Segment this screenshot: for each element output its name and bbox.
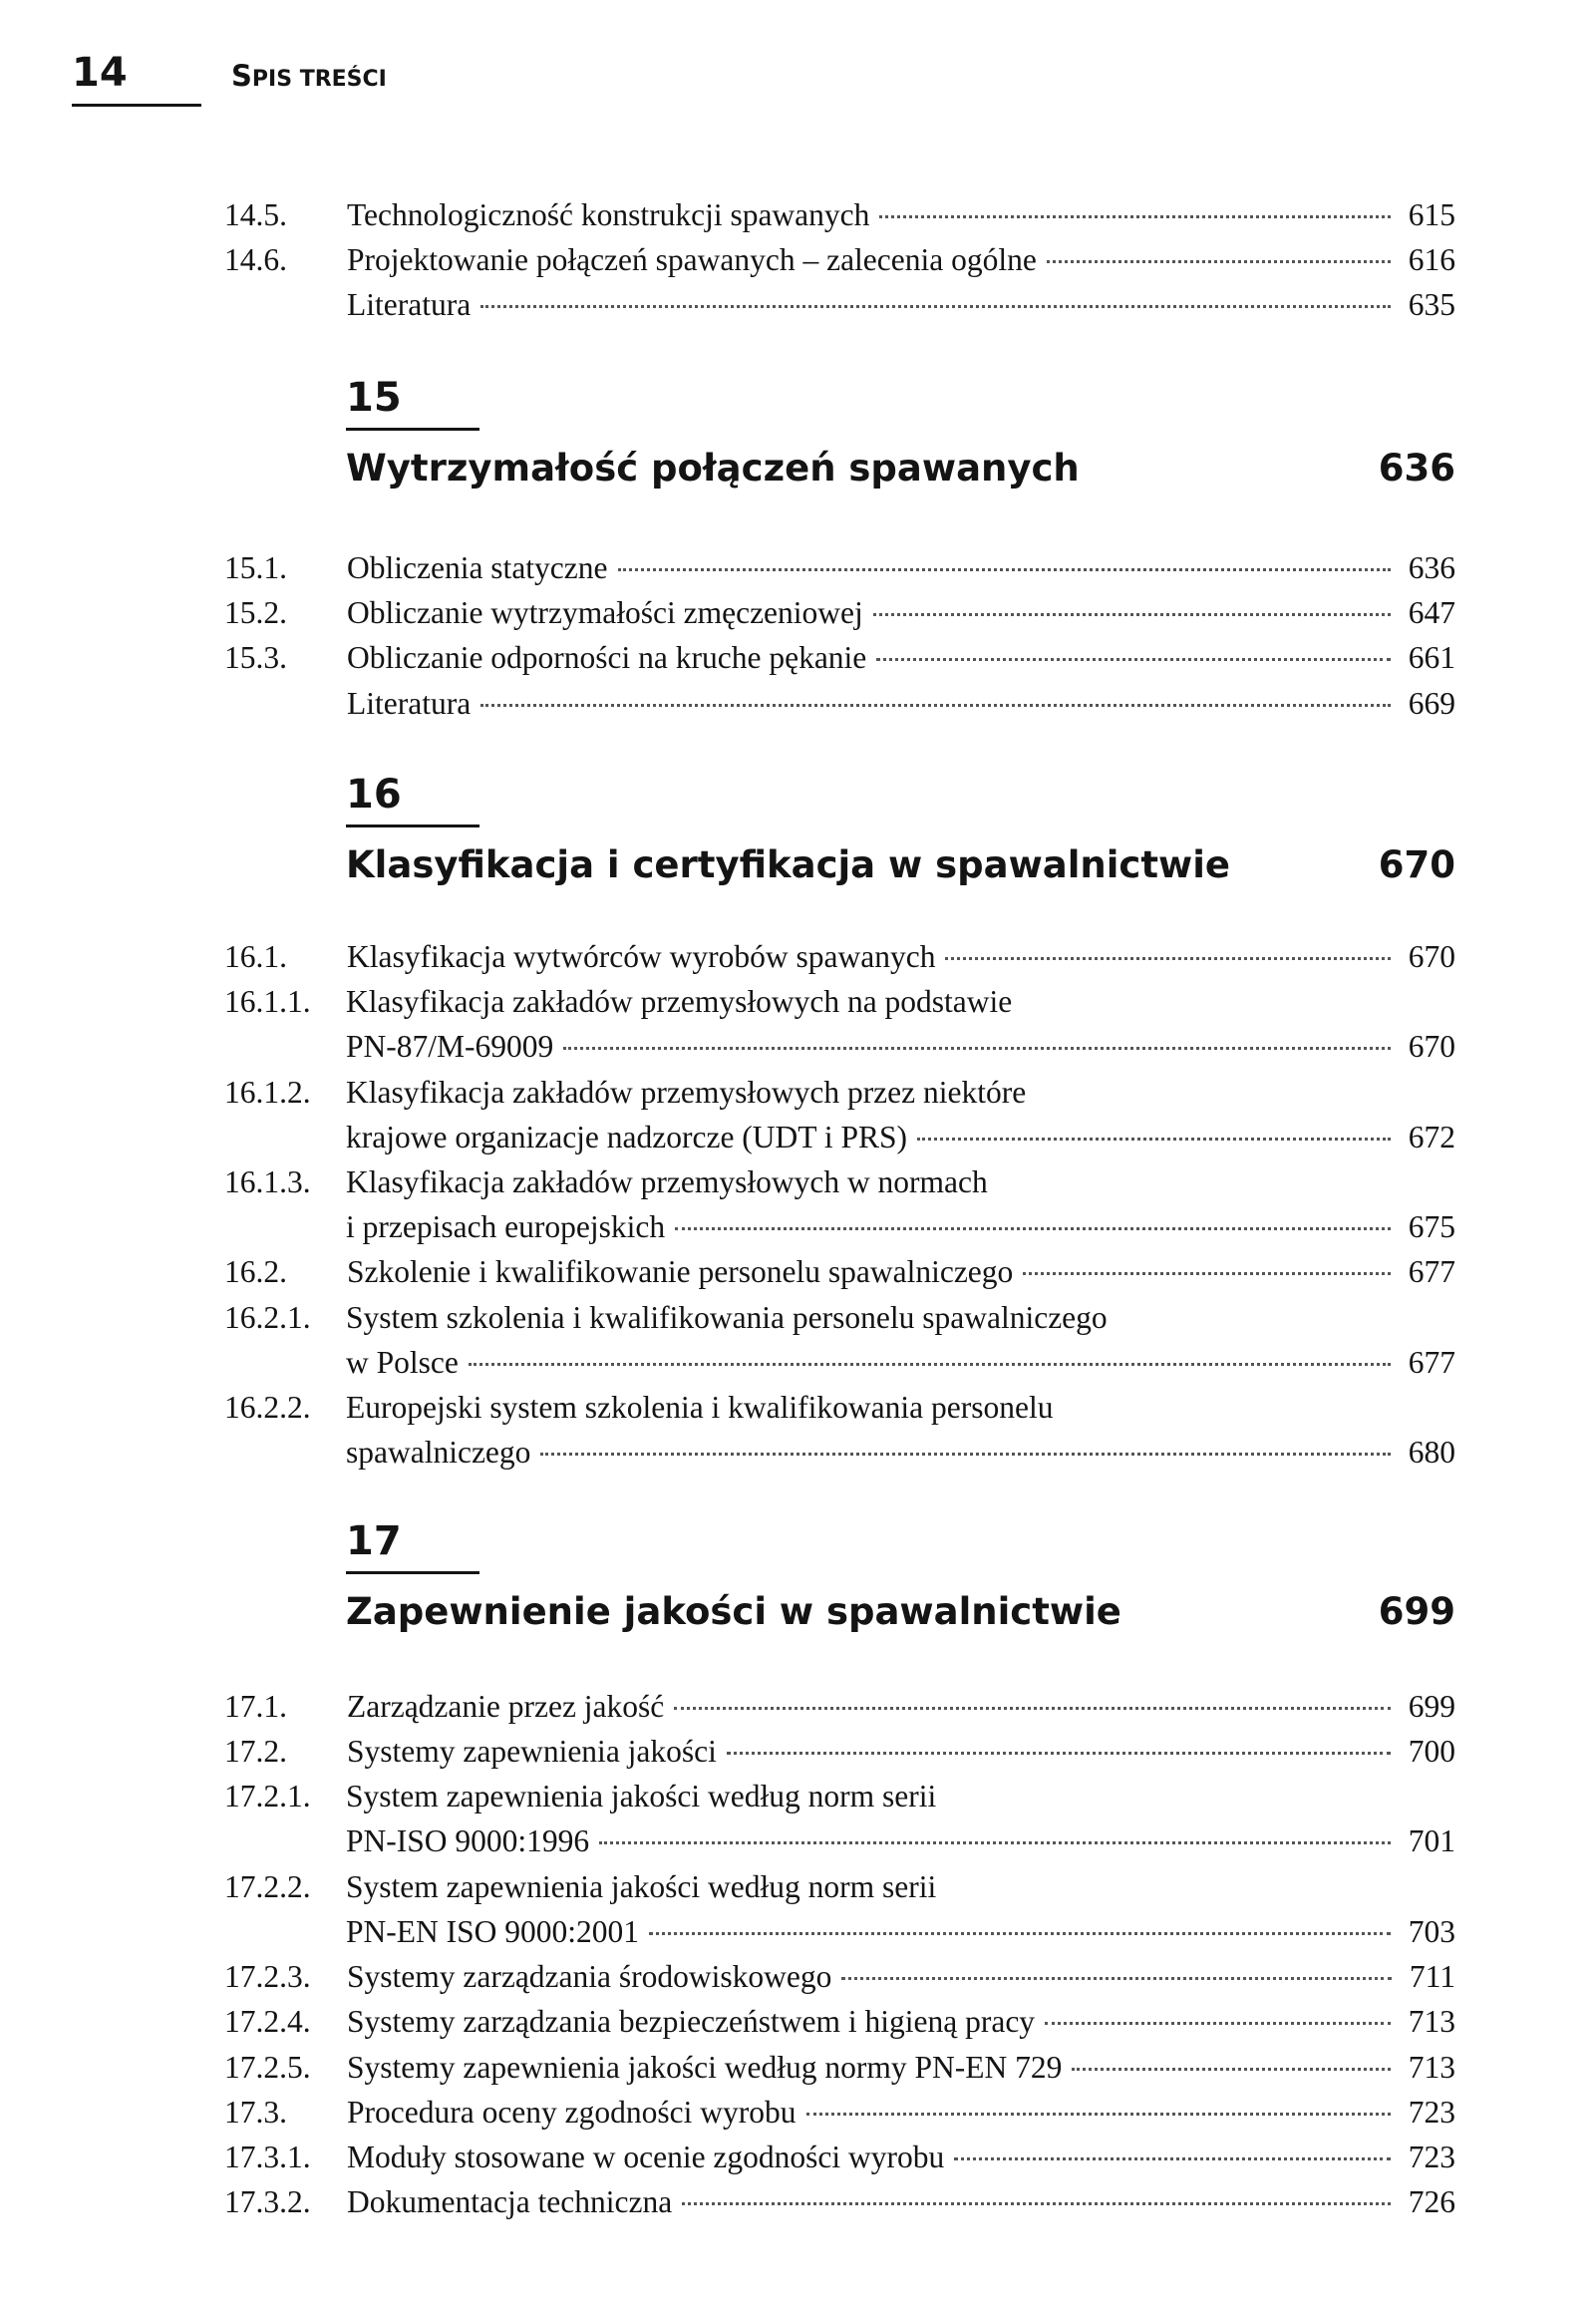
entry-page-number: 713 [1408, 2049, 1455, 2085]
entry-title [346, 1774, 1455, 1863]
entry-page-number: 647 [1408, 595, 1455, 631]
entry-title-text: PN-ISO 9000:1996 [346, 1823, 590, 1859]
dot-leader [674, 1707, 1390, 1710]
entry-title-line [347, 237, 1455, 282]
entry-page-number: 699 [1408, 1689, 1455, 1724]
entry-number: 17.2.2. [224, 1868, 311, 1904]
toc-entry-literatura [224, 681, 1455, 726]
entry-page-number: 672 [1408, 1119, 1455, 1154]
entry-title-line [346, 1115, 1455, 1159]
dot-leader [879, 215, 1390, 218]
entry-page-number: 661 [1408, 640, 1455, 676]
chapter-rule [346, 824, 479, 827]
entry-title-text: krajowe organizacje nadzorcze (UDT i PRS) [346, 1119, 908, 1154]
entry-title-line [346, 1430, 1455, 1475]
toc-entry [224, 1954, 1455, 1999]
dot-leader [540, 1453, 1390, 1456]
entry-title-line [347, 1999, 1455, 2044]
entry-title [346, 1295, 1455, 1385]
entry-number: 17.1. [224, 1689, 287, 1724]
entry-title-text: Systemy zapewnienia jakości według normy PN-EN 729 [347, 2049, 1063, 2085]
toc-entry-literatura [224, 282, 1455, 327]
entry-title-line [347, 635, 1455, 680]
chapter-heading [346, 769, 1455, 928]
toc-entry [224, 1999, 1455, 2044]
entry-title-line [347, 2045, 1455, 2090]
running-title-initial: S [231, 59, 252, 93]
entry-title-line [347, 282, 1455, 327]
toc-entry [224, 545, 1455, 590]
dot-leader [876, 658, 1390, 661]
toc-entry [224, 590, 1455, 635]
entry-page-number: 711 [1409, 1959, 1455, 1995]
chapter-title: Zapewnienie jakości w spawalnictwie [346, 1590, 1121, 1633]
entry-number: 16.2.1. [224, 1299, 311, 1335]
entry-title-text: Systemy zarządzania bezpieczeństwem i higieną pracy [347, 2004, 1036, 2040]
entry-title [346, 979, 1455, 1069]
chapter-number: 17 [346, 1518, 402, 1564]
dot-leader [649, 1932, 1391, 1935]
entry-title-text: PN-87/M-69009 [346, 1029, 554, 1065]
entry-title-text: w Polsce [346, 1344, 459, 1380]
toc-entry [224, 1249, 1455, 1294]
entry-page-number: 723 [1408, 2094, 1455, 2130]
entry-title [347, 590, 1455, 635]
toc-entry [224, 2045, 1455, 2090]
entry-title-line [346, 1340, 1455, 1385]
entry-title-text: Zarządzanie przez jakość [347, 1689, 665, 1724]
entry-page-number: 700 [1408, 1734, 1455, 1770]
entry-title [347, 2179, 1455, 2224]
entry-number: 16.1.3. [224, 1164, 311, 1199]
header-rule [72, 104, 201, 107]
entry-title [347, 1999, 1455, 2044]
entry-page-number: 726 [1408, 2184, 1455, 2220]
entry-title-line [346, 1024, 1455, 1069]
entry-title [347, 1249, 1455, 1294]
dot-leader [1072, 2068, 1390, 2071]
entry-page-number: 636 [1408, 550, 1455, 585]
entry-number: 17.2. [224, 1734, 287, 1770]
dot-leader [618, 568, 1391, 571]
chapter-heading [346, 372, 1455, 531]
toc-entry [224, 1159, 1455, 1249]
dot-leader [675, 1227, 1391, 1230]
entry-title [347, 635, 1455, 680]
entry-title-text: Obliczanie wytrzymałości zmęczeniowej [347, 595, 863, 631]
entry-title [347, 1954, 1455, 1999]
entry-title-line [346, 1909, 1455, 1954]
entry-title-text: Technologiczność konstrukcji spawanych [347, 197, 870, 232]
entry-title-text: Obliczanie odporności na kruche pękanie [347, 640, 867, 676]
entry-title-text: PN-EN ISO 9000:2001 [346, 1913, 640, 1949]
entry-title-line: System zapewnienia jakości według norm serii [346, 1868, 937, 1904]
entry-page-number: 677 [1408, 1254, 1455, 1290]
entry-page-number: 670 [1408, 939, 1455, 974]
entry-page-number: 669 [1408, 685, 1455, 721]
chapter-page-number: 636 [1378, 447, 1455, 490]
entry-page-number: 701 [1408, 1823, 1455, 1859]
entry-title [347, 282, 1455, 327]
entry-title [347, 2090, 1455, 2135]
toc-entry [224, 2135, 1455, 2179]
entry-number: 17.2.4. [224, 2004, 311, 2040]
entry-page-number: 616 [1408, 242, 1455, 278]
entry-title [346, 1385, 1455, 1475]
entry-title [346, 1864, 1455, 1954]
running-title-rest: PIS TREŚCI [251, 67, 387, 92]
entry-title-line [347, 1684, 1455, 1729]
entry-title-line [347, 2135, 1455, 2179]
entry-number: 15.3. [224, 640, 287, 676]
dot-leader [682, 2202, 1391, 2205]
entry-title-text: Procedura oceny zgodności wyrobu [347, 2094, 797, 2130]
entry-title-line [347, 2179, 1455, 2224]
entry-title [347, 237, 1455, 282]
page-number: 14 [72, 50, 128, 96]
entry-title-text: Literatura [347, 685, 472, 721]
entry-title [347, 192, 1455, 237]
entry-page-number: 723 [1408, 2140, 1455, 2174]
dot-leader [1045, 2022, 1391, 2025]
entry-number: 14.6. [224, 242, 287, 278]
dot-leader [469, 1363, 1391, 1366]
entry-number: 16.1.1. [224, 984, 311, 1020]
entry-title-line: Klasyfikacja zakładów przemysłowych przez niektóre [346, 1074, 1027, 1110]
entry-title [346, 1070, 1455, 1159]
dot-leader [806, 2113, 1391, 2116]
chapter-heading [346, 1515, 1455, 1675]
entry-title-line [347, 1954, 1455, 1999]
entry-page-number: 670 [1408, 1029, 1455, 1065]
entry-title-line [347, 934, 1455, 979]
entry-title [347, 2045, 1455, 2090]
dot-leader [599, 1841, 1391, 1844]
toc-entry [224, 635, 1455, 680]
dot-leader [727, 1752, 1391, 1755]
entry-title [347, 934, 1455, 979]
toc-entry [224, 979, 1455, 1069]
entry-title-line [347, 681, 1455, 726]
entry-number: 14.5. [224, 197, 287, 232]
entry-title-line: System szkolenia i kwalifikowania personelu spawalniczego [346, 1299, 1108, 1335]
chapter-title: Wytrzymałość połączeń spawanych [346, 447, 1080, 490]
entry-number: 17.2.5. [224, 2049, 311, 2085]
toc-entry [224, 1070, 1455, 1159]
entry-title-text: Obliczenia statyczne [347, 550, 608, 585]
entry-title-line [347, 2090, 1455, 2135]
entry-title-text: Klasyfikacja wytwórców wyrobów spawanych [347, 939, 936, 974]
dot-leader [841, 1977, 1392, 1980]
entry-number: 16.1.2. [224, 1074, 311, 1110]
entry-number: 16.2. [224, 1254, 287, 1290]
entry-number: 15.1. [224, 550, 287, 585]
entry-number: 15.2. [224, 595, 287, 631]
chapter-rule [346, 1571, 479, 1574]
entry-number: 16.1. [224, 939, 287, 974]
entry-title-line [346, 1818, 1455, 1863]
entry-page-number: 615 [1408, 197, 1455, 232]
dot-leader [954, 2157, 1390, 2160]
entry-title-line [347, 1729, 1455, 1774]
toc-entry [224, 1729, 1455, 1774]
entry-title [347, 2135, 1455, 2179]
running-title [231, 56, 387, 100]
toc-entry [224, 1385, 1455, 1475]
entry-title [347, 681, 1455, 726]
dot-leader [480, 704, 1391, 707]
entry-title-text: spawalniczego [346, 1435, 531, 1470]
toc-entry [224, 192, 1455, 237]
entry-title-line: System zapewnienia jakości według norm serii [346, 1779, 937, 1814]
entry-title-line [347, 192, 1455, 237]
entry-title-line [347, 590, 1455, 635]
entry-title-line: Europejski system szkolenia i kwalifikowania personelu [346, 1390, 1054, 1425]
dot-leader [873, 613, 1391, 616]
entry-number: 16.2.2. [224, 1390, 311, 1425]
entry-title-text: Projektowanie połączeń spawanych – zalecenia ogólne [347, 242, 1037, 278]
entry-title-line [347, 545, 1455, 590]
toc-entry [224, 237, 1455, 282]
dot-leader [563, 1047, 1390, 1050]
entry-page-number: 680 [1408, 1435, 1455, 1470]
entry-title-text: Dokumentacja techniczna [347, 2184, 673, 2220]
entry-title [347, 1729, 1455, 1774]
toc-entry [224, 1864, 1455, 1954]
entry-title-line [346, 1204, 1455, 1249]
entry-title-text: Literatura [347, 287, 472, 323]
entry-number: 17.3.1. [224, 2140, 311, 2174]
entry-title-line [347, 1249, 1455, 1294]
entry-title [346, 1159, 1455, 1249]
toc-entry [224, 1295, 1455, 1385]
toc-entry [224, 1684, 1455, 1729]
entry-title [347, 1684, 1455, 1729]
entry-number: 17.2.3. [224, 1959, 311, 1995]
entry-title-text: Moduły stosowane w ocenie zgodności wyrobu [347, 2140, 945, 2174]
chapter-number: 16 [346, 772, 402, 818]
entry-page-number: 703 [1408, 1913, 1455, 1949]
entry-page-number: 677 [1408, 1344, 1455, 1380]
chapter-page-number: 699 [1378, 1590, 1455, 1633]
entry-page-number: 635 [1408, 287, 1455, 323]
entry-title-text: Systemy zapewnienia jakości [347, 1734, 717, 1770]
chapter-page-number: 670 [1378, 843, 1455, 886]
entry-number: 17.2.1. [224, 1779, 311, 1814]
dot-leader [480, 305, 1391, 308]
toc-entry [224, 2090, 1455, 2135]
toc-entry [224, 934, 1455, 979]
entry-page-number: 713 [1408, 2004, 1455, 2040]
entry-title [347, 545, 1455, 590]
toc-entry [224, 2179, 1455, 2224]
entry-title-line: Klasyfikacja zakładów przemysłowych na podstawie [346, 984, 1013, 1020]
entry-number: 17.3.2. [224, 2184, 311, 2220]
toc-entry [224, 1774, 1455, 1863]
entry-title-text: i przepisach europejskich [346, 1209, 666, 1244]
dot-leader [1023, 1272, 1390, 1275]
chapter-title: Klasyfikacja i certyfikacja w spawalnictwie [346, 843, 1231, 886]
dot-leader [917, 1138, 1391, 1141]
entry-title-text: Systemy zarządzania środowiskowego [347, 1959, 832, 1995]
entry-title-line: Klasyfikacja zakładów przemysłowych w normach [346, 1164, 988, 1199]
chapter-rule [346, 428, 479, 431]
entry-number: 17.3. [224, 2094, 287, 2130]
entry-title-text: Szkolenie i kwalifikowanie personelu spawalniczego [347, 1254, 1014, 1290]
dot-leader [945, 957, 1390, 960]
entry-page-number: 675 [1408, 1209, 1455, 1244]
chapter-number: 15 [346, 375, 402, 421]
dot-leader [1047, 260, 1391, 263]
